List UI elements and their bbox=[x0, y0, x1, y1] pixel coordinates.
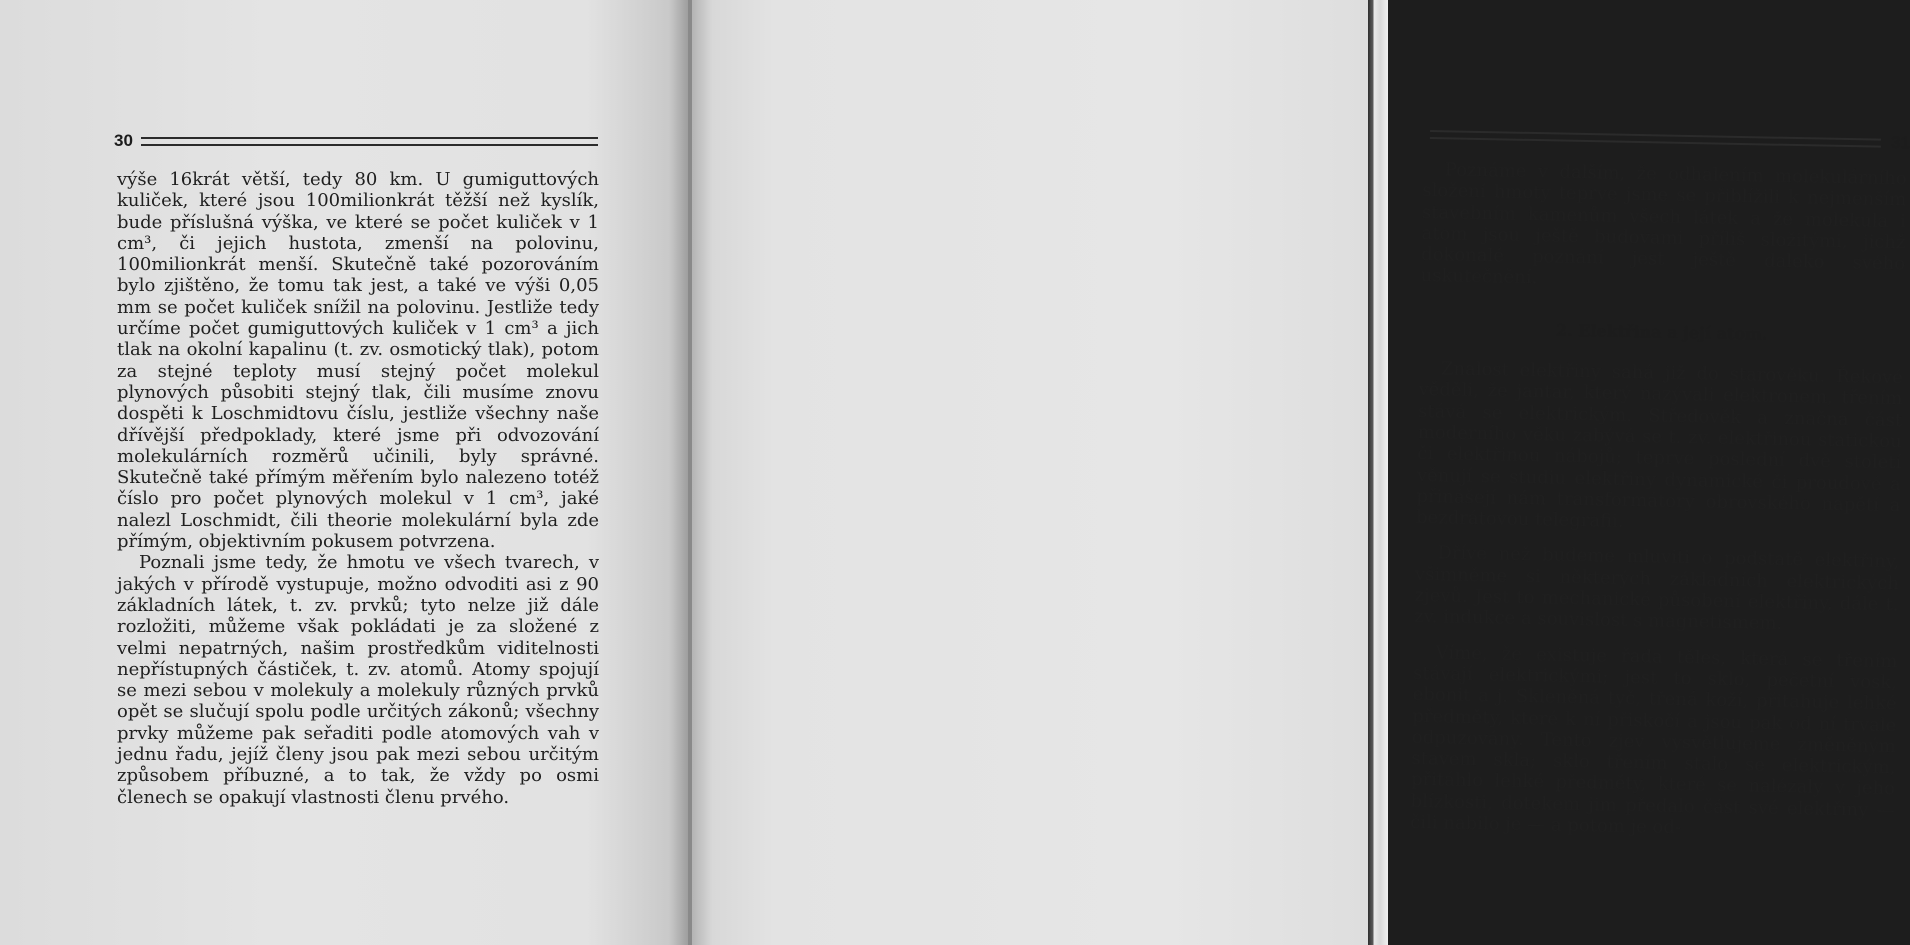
paragraph: Dříve než budeme mluviti o podstatě elektřiny, všimněme si některých základních elektrických zjevů. Jest to mechanické působení elektřiny, dále t. zv. indukce a souvislost s magnetismem. bbox=[1414, 542, 1900, 635]
left-page-body bbox=[117, 169, 599, 808]
paragraph: Víme, že existuje řada těles, která se třením stávají elektrickými; jest to sklo, pečetní vosk, ebonit a j. Skleněná tyč, třená koží, přitahuje lehké předměty, které k ní přiskočí a jsou pak od ní trvale odpuzovány. Tento zjev vysvětlujeme změněným stavem skla; sklo třením stalo se elektrickým, přitáhlo lehké předměty, které se nalézaly v jeho blízkosti, dotekem jim předalo část své elektřiny — čili nabilo je — a potom je od- bbox=[1410, 641, 1898, 839]
right-page-header bbox=[1430, 124, 1910, 153]
left-page bbox=[0, 0, 690, 945]
page-number-right: 31 bbox=[1890, 132, 1910, 153]
header-rule-left bbox=[141, 137, 598, 146]
paragraph: Znalost elektřiny sahá již do starověku. Řekové věděli, že jantar, který nazývali elektronem, třením stává se elektrickým. Středověk a značná část moderního věku zabývá se t. zv. elektřinou statickou či elektřinou nábojů; teprve poslední dvě století věnují se studiu elektřiny dynamické či proudové a přinášejí nám transformátory obrovského napětí a bezdrátovou telegrafii. bbox=[1415, 358, 1904, 533]
left-page-header bbox=[114, 131, 598, 151]
right-page bbox=[692, 0, 1910, 945]
paragraph: Poznali jsme tedy, že hmotu ve všech tvarech, v jakých v přírodě vystupuje, možno odvoditi asi z 90 základních látek, t. zv. prvků; tyto nelze již dále rozložiti, můžeme však pokládati je za složené z velmi nepatrných, našim prostředkům viditelnosti nepřístupných částiček, t. zv. atomů. Atomy spojují se mezi sebou v molekuly a molekuly různých prvků opět se slučují spolu podle určitých zákonů; všechny prvky můžeme pak seřaditi podle atomových vah v jednu řadu, jejíž členy jsou pak mezi sebou určitým způsobem příbuzné, a to tak, že vždy po osmi členech se opakují vlastnosti členu prvého. bbox=[117, 552, 599, 808]
section-heading: 2. Elektřina a její atom. bbox=[1555, 320, 1768, 344]
page-edge bbox=[1368, 0, 1388, 945]
right-page-body bbox=[1410, 159, 1907, 856]
paragraph: Poznáme v dalším, že odhalením molekulárního složení hmoty teprve jsme se přiblížili k nejmenším stavebním kamenům všech látek a že molekula i atom jsou ještě budovami příliš složitými, jichž dokonalé poznání jest ještě daleko svého uskutečnění. bbox=[1420, 159, 1907, 289]
paragraph: výše 16krát větší, tedy 80 km. U gumiguttových kuliček, které jsou 100milionkrát těžší než kyslík, bude příslušná výška, ve které se počet kuliček v 1 cm³, či jejich hustota, zmenší na polovinu, 100milionkrát menší. Skutečně také pozorováním bylo zjištěno, že tomu tak jest, a také ve výši 0,05 mm se počet kuliček snížil na polovinu. Jestliže tedy určíme počet gumiguttových kuliček v 1 cm³ a jich tlak na okolní kapalinu (t. zv. osmotický tlak), potom za stejné teploty musí stejný počet molekul plynových působiti stejný tlak, čili musíme znovu dospěti k Loschmidtovu číslu, jestliže všechny naše dřívější předpoklady, které jsme při odvozování molekulárních rozměrů učinili, byly správné. Skutečně také přímým měřením bylo nalezeno totéž číslo pro počet plynových molekul v 1 cm³, jaké nalezl Loschmidt, čili theorie molekulární byla zde přímým, objektivním pokusem potvrzena. bbox=[117, 169, 599, 553]
page-number-left: 30 bbox=[114, 131, 133, 150]
header-rule-right bbox=[1430, 130, 1881, 148]
